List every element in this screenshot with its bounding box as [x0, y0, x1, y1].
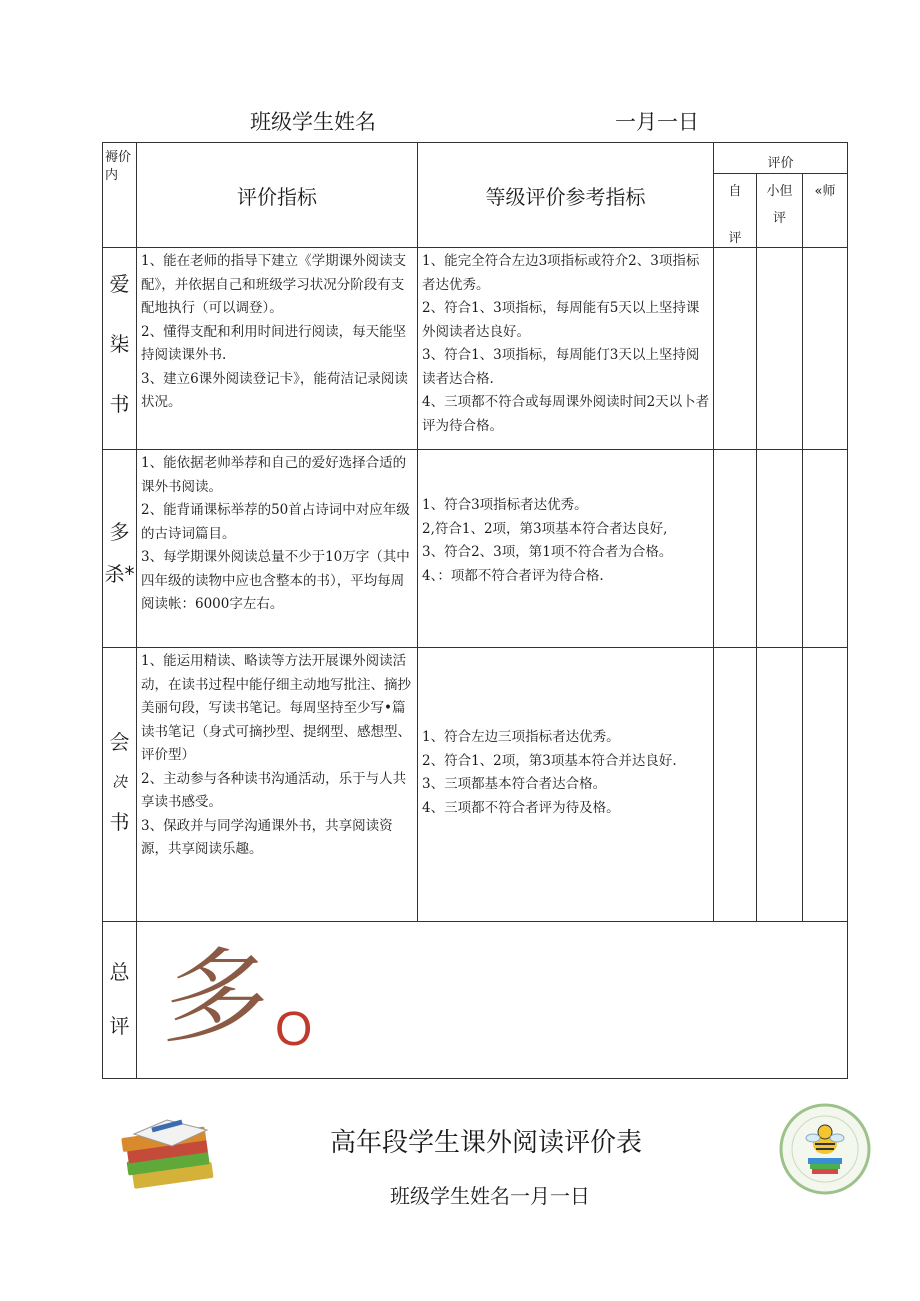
references-3: 1、符合左边三项指标者达优秀。 2、符合1、2项，第3项基本符合并达良好. 3、三项都基本符合者达合格。 4、三项都不符合者评为待及格。 — [418, 648, 714, 922]
footer-subtitle: 班级学生姓名一月一日 — [390, 1184, 590, 1208]
content-header: 褥价内 — [103, 143, 137, 248]
references-2: 1、符合3项指标者达优秀。 2,符合1、2项，第3项基本符合者达良好, 3、符合2、3项，第1项不符合者为合格。 4、：项都不符合者评为待合格. — [418, 450, 714, 648]
summary-cell[interactable] — [137, 922, 848, 1079]
group-eval-header: 小但 评 — [757, 174, 803, 248]
reference-header: 等级评价参考指标 — [418, 143, 714, 248]
books-icon — [112, 1112, 222, 1198]
self-eval-cell-3[interactable] — [714, 648, 757, 922]
self-eval-header: 自 评 — [714, 174, 757, 248]
references-1: 1、能完全符合左边3项指标或符介2、3项指标者达优秀。 2、符合1、3项指标，每周能有5天以上坚持课外阅读者达良好。 3、符合1、3项指标，每周能仃3天以上坚持阅读者达合格. 4、三项都不符合或每周课外阅读时间2天以卜者评为待合格。 — [418, 248, 714, 450]
group-eval-cell-1[interactable] — [757, 248, 803, 450]
teacher-eval-cell-2[interactable] — [803, 450, 848, 648]
summary-label: 总 评 — [103, 922, 137, 1079]
class-name-label: 班级学生姓名 — [250, 110, 376, 134]
self-eval-cell-2[interactable] — [714, 450, 757, 648]
evaluation-header: 评价 — [714, 143, 848, 174]
teacher-eval-cell-1[interactable] — [803, 248, 848, 450]
evaluation-table — [102, 142, 848, 1079]
indicators-2: 1、能依据老帅举荐和自己的爱好选择合适的课外书阅读。 2、能背诵课标举荐的50首占诗词中对应年级的古诗词篇目。 3、每学期课外阅读总量不少于10万字（其中四年级的读物中应也含整本的书），平均每周阅读帐：6000字左右。 — [137, 450, 418, 648]
indicators-1: 1、能在老师的指导下建立《学期课外阅读支配》，并依据自己和班级学习状况分阶段有支配地执行（可以调登）。 2、懂得支配和利用时间进行阅读，每天能坚持阅读课外书. 3、建立6课外阅读登记卡》，能荷洁记录阅读状况。 — [137, 248, 418, 450]
circle-mark: O — [275, 1003, 313, 1056]
indicators-3: 1、能运用精读、略读等方法开展课外阅读活动，在读书过程中能仔细主动地写批注、摘抄美丽句段，写读书笔记。每周坚持至少写•篇读书笔记（身式可摘抄型、提纲型、感想型、评价型） 2、主动参与各种读书沟通活动，乐于与人共享读书感受。 3、保政并与同学沟通课外书，共享阅读资源，共享阅读乐趣。 — [137, 648, 418, 922]
row-label-3: 会 决 书 — [103, 648, 137, 922]
group-eval-cell-2[interactable] — [757, 450, 803, 648]
date-label: 一月一日 — [615, 110, 699, 134]
indicator-header: 评价指标 — [137, 143, 418, 248]
row-label-1: 爱 柒 书 — [103, 248, 137, 450]
handwritten-grade: 多 — [158, 936, 276, 1058]
teacher-eval-cell-3[interactable] — [803, 648, 848, 922]
school-logo-icon — [778, 1102, 872, 1196]
self-eval-cell-1[interactable] — [714, 248, 757, 450]
footer-title: 高年段学生课外阅读评价表 — [330, 1128, 643, 1158]
group-eval-cell-3[interactable] — [757, 648, 803, 922]
teacher-eval-header: «师 — [803, 174, 848, 248]
row-label-2: 多 杀* — [103, 450, 137, 648]
